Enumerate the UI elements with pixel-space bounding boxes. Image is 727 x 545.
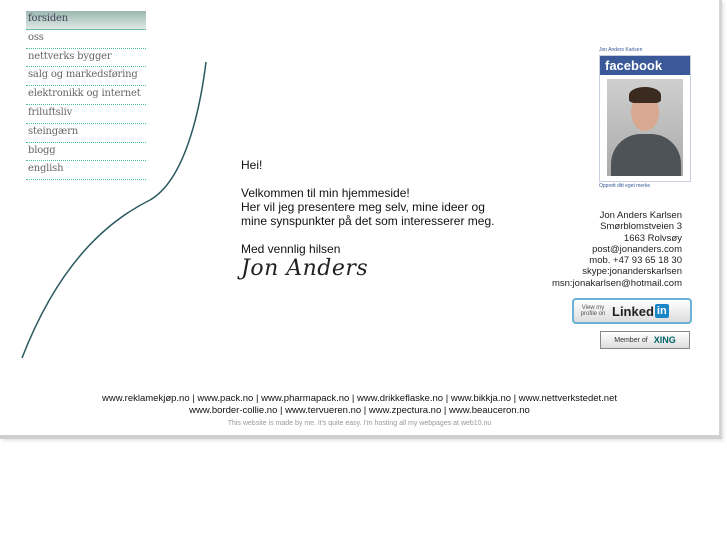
footer-link[interactable]: www.drikkeflaske.no bbox=[357, 393, 444, 404]
footer-link[interactable]: www.nettverkstedet.net bbox=[518, 393, 618, 404]
nav-item[interactable]: blogg bbox=[26, 143, 146, 162]
create-badge-link[interactable]: Opprett ditt eget merke bbox=[599, 183, 651, 189]
footer-link[interactable]: www.border-collie.no bbox=[189, 404, 278, 416]
made-by-text: This website is made by me. it's quite easy. I'm hosting all my webpages at web10.nu bbox=[227, 420, 492, 427]
footer bbox=[0, 393, 719, 430]
intro-text-2: mine synspunkter på det som interesserer meg. bbox=[241, 214, 495, 228]
xing-member-text: Member of bbox=[614, 336, 648, 344]
facebook-name[interactable]: Jon Anders Karlsen bbox=[599, 47, 643, 53]
contact-line: post@jonanders.com bbox=[592, 243, 682, 255]
contact-line: Jon Anders Karlsen bbox=[599, 210, 682, 221]
contact-line: Smørblomstveien 3 bbox=[600, 221, 682, 233]
nav-item[interactable]: friluftsliv bbox=[26, 105, 146, 124]
footer-link[interactable]: www.pharmapack.no bbox=[261, 393, 350, 404]
greeting bbox=[241, 158, 495, 281]
footer-link[interactable]: www.beauceron.no bbox=[449, 404, 530, 416]
linkedin-small-text: View my profile on bbox=[580, 305, 606, 317]
footer-link[interactable]: www.pack.no bbox=[197, 393, 254, 404]
nav-item[interactable]: elektronikk og internet bbox=[26, 86, 146, 105]
contact-line: mob. +47 93 65 18 30 bbox=[589, 255, 682, 267]
nav-item[interactable]: nettverks bygger bbox=[26, 49, 146, 68]
nav-item[interactable]: steingærn bbox=[26, 124, 146, 143]
nav-item[interactable]: forsiden bbox=[26, 11, 146, 30]
contact-line: 1663 Rolvsøy bbox=[623, 232, 682, 244]
facebook-logo[interactable]: facebook bbox=[600, 56, 690, 75]
linkedin-in-icon: in bbox=[656, 305, 667, 317]
welcome-text: Velkommen til min hjemmeside! bbox=[241, 186, 410, 200]
hello-text: Hei! bbox=[241, 158, 263, 172]
footer-link[interactable]: www.zpectura.no bbox=[368, 404, 442, 416]
nav-item[interactable]: english bbox=[26, 161, 146, 180]
contact-info bbox=[552, 210, 682, 289]
intro-text-1: Her vil jeg presentere meg selv, mine ideer og bbox=[241, 200, 485, 214]
footer-link[interactable]: www.bikkja.no bbox=[450, 393, 512, 404]
footer-link[interactable]: www.tervueren.no bbox=[285, 404, 362, 416]
contact-line: msn:jonakarlsen@hotmail.com bbox=[551, 277, 682, 289]
footer-links-row-1: www.reklamekjøp.no | www.pack.no | www.pharmapack.no | www.drikkeflaske.no | www.bikkja.no | www.nettverkstedet.net bbox=[101, 393, 618, 404]
regards-text: Med vennlig hilsen bbox=[241, 242, 341, 256]
xing-member-button[interactable] bbox=[600, 331, 690, 349]
linkedin-logo: Linked bbox=[612, 303, 654, 319]
nav-item[interactable]: oss bbox=[26, 30, 146, 49]
footer-link[interactable]: www.reklamekjøp.no bbox=[101, 393, 190, 404]
footer-links-row-2: www.border-collie.no | www.tervueren.no | www.zpectura.no | www.beauceron.no bbox=[189, 404, 530, 416]
profile-photo[interactable] bbox=[607, 79, 683, 176]
xing-logo: XING bbox=[653, 335, 676, 345]
nav-item[interactable]: salg og markedsføring bbox=[26, 67, 146, 86]
linkedin-profile-button[interactable] bbox=[572, 298, 692, 324]
contact-line: skype:jonanderskarlsen bbox=[582, 266, 682, 278]
facebook-badge[interactable] bbox=[599, 47, 691, 189]
signature: Jon Anders bbox=[241, 256, 369, 281]
